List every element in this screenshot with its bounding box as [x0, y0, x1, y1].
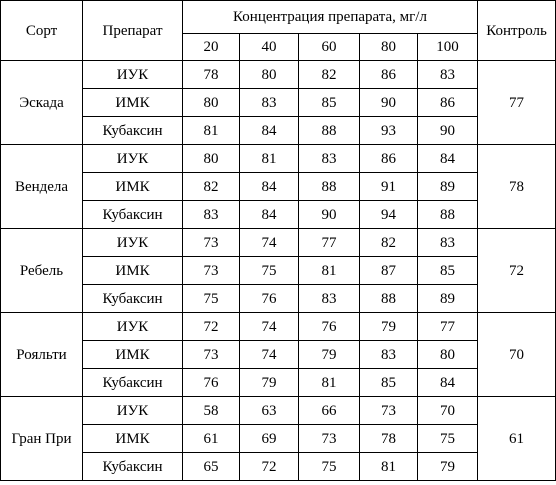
table-row [1, 453, 556, 481]
table-row [1, 397, 556, 425]
value-cell: 86 [360, 61, 418, 89]
value-cell: 74 [240, 341, 299, 369]
preparation-cell: ИУК [83, 397, 183, 425]
value-cell: 85 [299, 89, 360, 117]
value-cell: 86 [418, 89, 478, 117]
preparation-cell: Кубаксин [83, 117, 183, 145]
value-cell: 76 [240, 285, 299, 313]
value-cell: 77 [299, 229, 360, 257]
value-cell: 75 [240, 257, 299, 285]
table-row [1, 229, 556, 257]
value-cell: 82 [183, 173, 240, 201]
table-row [1, 201, 556, 229]
value-cell: 90 [360, 89, 418, 117]
value-cell: 88 [360, 285, 418, 313]
value-cell: 58 [183, 397, 240, 425]
table-row [1, 341, 556, 369]
preparation-cell: ИМК [83, 341, 183, 369]
preparation-cell: Кубаксин [83, 201, 183, 229]
preparation-cell: ИМК [83, 173, 183, 201]
variety-cell: Эскада [1, 61, 83, 145]
value-cell: 70 [418, 397, 478, 425]
value-cell: 84 [240, 117, 299, 145]
control-cell: 70 [478, 313, 556, 397]
concentration-header: 100 [418, 34, 478, 61]
value-cell: 74 [240, 229, 299, 257]
preparation-cell: ИМК [83, 89, 183, 117]
value-cell: 80 [418, 341, 478, 369]
value-cell: 90 [299, 201, 360, 229]
value-cell: 79 [299, 341, 360, 369]
table-row [1, 173, 556, 201]
value-cell: 61 [183, 425, 240, 453]
value-cell: 66 [299, 397, 360, 425]
value-cell: 83 [418, 61, 478, 89]
value-cell: 86 [360, 145, 418, 173]
value-cell: 73 [183, 229, 240, 257]
header-preparation: Препарат [83, 1, 183, 61]
table-row [1, 61, 556, 89]
value-cell: 90 [418, 117, 478, 145]
value-cell: 75 [418, 425, 478, 453]
control-cell: 78 [478, 145, 556, 229]
variety-cell: Вендела [1, 145, 83, 229]
header-variety: Сорт [1, 1, 83, 61]
preparation-cell: Кубаксин [83, 285, 183, 313]
header-control: Контроль [478, 1, 556, 61]
value-cell: 81 [299, 369, 360, 397]
value-cell: 91 [360, 173, 418, 201]
value-cell: 83 [299, 145, 360, 173]
table-row [1, 313, 556, 341]
preparation-cell: ИУК [83, 61, 183, 89]
value-cell: 81 [240, 145, 299, 173]
concentration-header: 60 [299, 34, 360, 61]
value-cell: 72 [240, 453, 299, 481]
variety-cell: Рояльти [1, 313, 83, 397]
value-cell: 69 [240, 425, 299, 453]
value-cell: 83 [183, 201, 240, 229]
table-body [1, 61, 556, 481]
table-row [1, 117, 556, 145]
value-cell: 88 [299, 117, 360, 145]
value-cell: 94 [360, 201, 418, 229]
value-cell: 83 [299, 285, 360, 313]
value-cell: 80 [183, 145, 240, 173]
value-cell: 89 [418, 173, 478, 201]
preparation-cell: Кубаксин [83, 369, 183, 397]
value-cell: 75 [183, 285, 240, 313]
control-cell: 61 [478, 397, 556, 481]
concentration-header: 20 [183, 34, 240, 61]
value-cell: 73 [183, 257, 240, 285]
value-cell: 73 [299, 425, 360, 453]
value-cell: 85 [360, 369, 418, 397]
variety-cell: Ребель [1, 229, 83, 313]
value-cell: 77 [418, 313, 478, 341]
value-cell: 73 [183, 341, 240, 369]
variety-cell: Гран При [1, 397, 83, 481]
value-cell: 63 [240, 397, 299, 425]
value-cell: 79 [360, 313, 418, 341]
value-cell: 93 [360, 117, 418, 145]
value-cell: 88 [418, 201, 478, 229]
value-cell: 73 [360, 397, 418, 425]
control-cell: 77 [478, 61, 556, 145]
value-cell: 80 [240, 61, 299, 89]
concentration-header: 80 [360, 34, 418, 61]
table-row [1, 145, 556, 173]
value-cell: 81 [360, 453, 418, 481]
value-cell: 89 [418, 285, 478, 313]
preparation-cell: ИМК [83, 425, 183, 453]
value-cell: 85 [418, 257, 478, 285]
value-cell: 84 [240, 173, 299, 201]
preparation-cell: ИМК [83, 257, 183, 285]
value-cell: 84 [418, 369, 478, 397]
control-cell: 72 [478, 229, 556, 313]
value-cell: 84 [418, 145, 478, 173]
value-cell: 81 [299, 257, 360, 285]
preparation-cell: ИУК [83, 229, 183, 257]
table-row [1, 369, 556, 397]
value-cell: 82 [299, 61, 360, 89]
concentration-header: 40 [240, 34, 299, 61]
value-cell: 81 [183, 117, 240, 145]
preparation-cell: Кубаксин [83, 453, 183, 481]
table-row [1, 285, 556, 313]
value-cell: 88 [299, 173, 360, 201]
value-cell: 76 [299, 313, 360, 341]
value-cell: 83 [418, 229, 478, 257]
value-cell: 72 [183, 313, 240, 341]
value-cell: 80 [183, 89, 240, 117]
value-cell: 82 [360, 229, 418, 257]
value-cell: 87 [360, 257, 418, 285]
value-cell: 84 [240, 201, 299, 229]
preparation-cell: ИУК [83, 145, 183, 173]
table-row [1, 425, 556, 453]
value-cell: 74 [240, 313, 299, 341]
value-cell: 79 [240, 369, 299, 397]
header-concentration: Концентрация препарата, мг/л [183, 1, 478, 34]
table-row [1, 89, 556, 117]
value-cell: 75 [299, 453, 360, 481]
value-cell: 83 [240, 89, 299, 117]
value-cell: 65 [183, 453, 240, 481]
value-cell: 79 [418, 453, 478, 481]
table-row [1, 257, 556, 285]
value-cell: 76 [183, 369, 240, 397]
value-cell: 83 [360, 341, 418, 369]
preparation-cell: ИУК [83, 313, 183, 341]
value-cell: 78 [360, 425, 418, 453]
value-cell: 78 [183, 61, 240, 89]
